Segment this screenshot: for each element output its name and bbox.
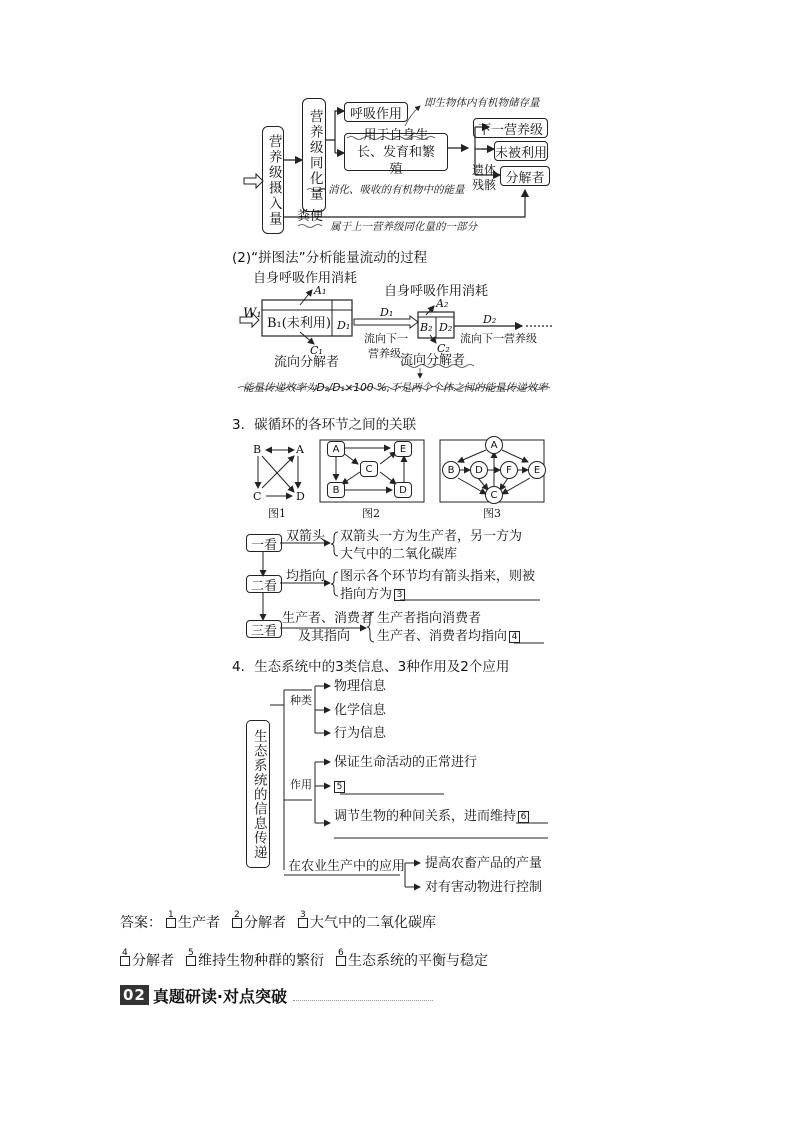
- answer-3: 大气中的二氧化碳库: [310, 915, 436, 931]
- look-2-key: 均指向: [286, 569, 326, 584]
- intake-box-label: 营养级摄入量: [265, 133, 282, 227]
- look-2-label: 二看: [250, 578, 277, 594]
- note-digest: 消化、吸收的有机物中的能量: [328, 184, 465, 196]
- growth-label: 用于自身生长、发育和繁殖: [356, 127, 435, 177]
- d1-arrow-label: D₁: [380, 306, 394, 319]
- w1-label: W₁: [243, 306, 262, 321]
- blank-6-marker: 6: [518, 811, 529, 823]
- respiration-label-1: 自身呼吸作用消耗: [253, 271, 358, 286]
- fig1-node-d: D: [296, 490, 305, 503]
- flow-next-1b: 营养级: [368, 347, 401, 360]
- fig1-node-b: B: [253, 443, 262, 456]
- c1-label: C₁: [310, 344, 323, 357]
- fig2-node-e: E: [394, 441, 412, 457]
- look-3-label: 三看: [250, 623, 277, 639]
- apps-label: 在农业生产中的应用: [288, 859, 406, 874]
- fig2-node-c: C: [360, 461, 378, 477]
- answer-1: 生产者: [178, 915, 220, 931]
- b2-label: B₂: [420, 321, 433, 334]
- roles-label: 作用: [290, 778, 312, 791]
- section-badge: 02: [120, 985, 149, 1005]
- b1-label: B₁(未利用): [267, 316, 331, 331]
- fig3-node-e: E: [528, 461, 546, 479]
- type-chemical: 化学信息: [334, 703, 387, 718]
- look-1-text-2: 大气中的二氧化碳库: [340, 547, 458, 562]
- flow-next-1a: 流向下一: [364, 332, 408, 345]
- c2-label: C₂: [437, 342, 450, 355]
- fig1-node-a: A: [296, 443, 304, 456]
- fig1-node-c: C: [253, 490, 262, 503]
- a1-label: A₁: [314, 284, 327, 297]
- note-storage: 即生物体内有机物储存量: [424, 97, 540, 109]
- look-2-text-1: 图示各个环节均有箭头指来，则被: [340, 569, 536, 584]
- fig2-caption: 图2: [362, 507, 380, 520]
- d1-box-label: D₁: [337, 319, 351, 332]
- look-3-key-2: 及其指向: [298, 629, 351, 644]
- d2-box-label: D₂: [439, 321, 453, 334]
- fig3-node-d: D: [470, 461, 488, 479]
- note-feces: 属于上一营养级同化量的一部分: [330, 221, 477, 233]
- section-header-rule: [293, 1000, 433, 1001]
- look-3-text-1: 生产者指向消费者: [377, 611, 482, 626]
- decomposer-label: 分解者: [505, 170, 545, 186]
- d2-arrow-label: D₂: [483, 313, 497, 326]
- answers-line-2: 4 分解者 5 维持生物种群的繁衍 6 生态系统的平衡与稳定: [122, 948, 488, 969]
- respiration-label-2: 自身呼吸作用消耗: [384, 284, 489, 299]
- look-1-label: 一看: [250, 537, 277, 553]
- look-1-text-1: 双箭头一方为生产者，另一方为: [340, 529, 523, 544]
- type-behavioral: 行为信息: [334, 726, 387, 741]
- look-2-text-2: 指向方为 3: [340, 588, 405, 601]
- types-label: 种类: [290, 694, 312, 707]
- role-3: 调节生物的种间关系，进而维持 6: [334, 810, 529, 823]
- blank-3-marker: 3: [394, 589, 405, 601]
- section-2-title: (2)“拼图法”分析能量流动的过程: [232, 250, 428, 266]
- section-header-02: [120, 984, 433, 1006]
- fig2-node-d: D: [394, 482, 412, 498]
- fig3-caption: 图3: [483, 507, 501, 520]
- decomp-label-1: 流向分解者: [274, 355, 340, 370]
- info-root-label: 生态系统的信息传递: [250, 728, 267, 860]
- app-1: 提高农畜产品的产量: [425, 856, 543, 871]
- a2-label: A₂: [436, 297, 449, 310]
- look-3-key-1: 生产者、消费者: [282, 611, 374, 626]
- fig3-node-a: A: [485, 436, 503, 454]
- info-root-box: [246, 720, 270, 868]
- decomp-label-2: 流向分解者: [400, 353, 466, 368]
- answer-4: 分解者: [132, 953, 174, 969]
- unused-label: 未被利用: [495, 145, 548, 161]
- answers-prefix: 答案：: [120, 915, 162, 931]
- blank-4-marker: 4: [509, 631, 520, 643]
- section-header-title: 真题研读·对点突破: [152, 986, 287, 1006]
- role-2: [332, 780, 345, 793]
- fig3-node-c: C: [485, 486, 503, 504]
- section-4-title: 4．生态系统中的3类信息、3种作用及2个应用: [232, 659, 510, 675]
- feces-label: 粪便: [297, 209, 324, 224]
- answers-line-1: 答案： 1 生产者 2 分解者 3 大气中的二氧化碳库: [120, 910, 436, 931]
- answer-5: 维持生物种群的繁衍: [198, 953, 324, 969]
- flow-next-2: 流向下一营养级: [460, 332, 537, 345]
- type-physical: 物理信息: [334, 679, 387, 694]
- fig1-caption: 图1: [268, 507, 286, 520]
- fig2-node-a: A: [327, 441, 345, 457]
- section-3-title: 3．碳循环的各环节之间的关联: [232, 417, 417, 433]
- respiration-label: 呼吸作用: [349, 106, 402, 122]
- fig2-node-b: B: [327, 482, 345, 498]
- fig3-node-b: B: [442, 461, 460, 479]
- role-1: 保证生命活动的正常进行: [334, 755, 478, 770]
- assimilation-box-label: 营养级同化量: [306, 108, 323, 202]
- look-1-key: 双箭头: [286, 529, 326, 544]
- fig3-node-f: F: [500, 461, 518, 479]
- answer-2: 分解者: [244, 915, 286, 931]
- blank-5-marker: 5: [334, 781, 345, 793]
- efficiency-note: 能量传递效率为D₂/D₁×100 %,不是两个个体之间的能量传递效率: [243, 382, 548, 394]
- app-2: 对有害动物进行控制: [425, 880, 543, 895]
- answer-6: 生态系统的平衡与稳定: [348, 953, 488, 969]
- remains-label: 遗体残骸: [472, 163, 497, 192]
- next-level-label: 下一营养级: [477, 122, 543, 138]
- look-3-text-2: 生产者、消费者均指向 4: [377, 630, 520, 643]
